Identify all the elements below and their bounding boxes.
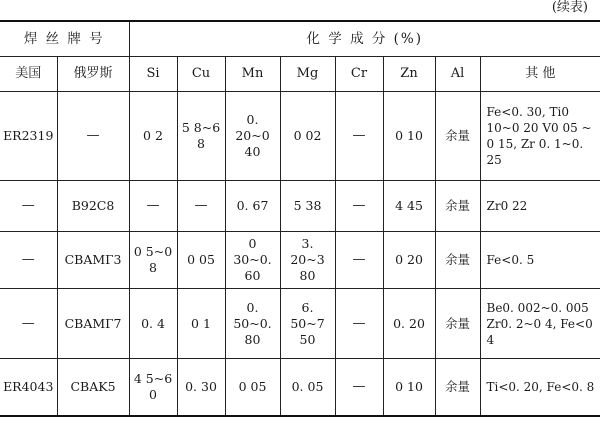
table-row (0, 359, 600, 417)
cell-ru: CBAMГ3 (57, 232, 129, 289)
cell-mn: 0. 67 (225, 181, 280, 232)
col-header-ru: 俄罗斯 (57, 57, 129, 92)
cell-cu: 0 1 (177, 289, 225, 359)
col-header-al: Al (435, 57, 480, 92)
cell-si: 0. 4 (129, 289, 177, 359)
cell-zn: 0 10 (383, 92, 435, 181)
cell-cu: 0 05 (177, 232, 225, 289)
cell-si: 0 5~0 8 (129, 232, 177, 289)
cell-us: — (0, 181, 57, 232)
cell-us: ER4043 (0, 359, 57, 417)
cell-zn: 4 45 (383, 181, 435, 232)
table-row (0, 232, 600, 289)
cell-us: — (0, 232, 57, 289)
cell-ru: CBAMГ7 (57, 289, 129, 359)
col-header-mn: Mn (225, 57, 280, 92)
cell-cr: — (335, 92, 383, 181)
col-header-cu: Cu (177, 57, 225, 92)
cell-al: 余量 (435, 181, 480, 232)
cell-si: 4 5~6 0 (129, 359, 177, 417)
cell-cu: 0. 30 (177, 359, 225, 417)
table-row (0, 289, 600, 359)
table-row (0, 92, 600, 181)
cell-mn: 0. 50~0. 80 (225, 289, 280, 359)
cell-cu: 5 8~6 8 (177, 92, 225, 181)
cell-al: 余量 (435, 92, 480, 181)
cell-al: 余量 (435, 232, 480, 289)
continuation-note: (续表) (551, 0, 588, 15)
col-header-mg: Mg (280, 57, 335, 92)
col-header-cr: Cr (335, 57, 383, 92)
cell-mg: 3. 20~3 80 (280, 232, 335, 289)
composition-group-header: 化 学 成 分 (%) (129, 21, 600, 57)
cell-ru: — (57, 92, 129, 181)
cell-other: Fe<0. 30, Ti0 10~0 20 V0 05 ~ 0 15, Zr 0. 1~0. 25 (480, 92, 600, 181)
cell-us: — (0, 289, 57, 359)
col-header-si: Si (129, 57, 177, 92)
cell-si: — (129, 181, 177, 232)
cell-al: 余量 (435, 359, 480, 417)
cell-other: Ti<0. 20, Fe<0. 8 (480, 359, 600, 417)
cell-si: 0 2 (129, 92, 177, 181)
cell-mg: 6. 50~7 50 (280, 289, 335, 359)
header-column-row (0, 57, 600, 92)
table-row (0, 181, 600, 232)
cell-mn: 0. 20~0 40 (225, 92, 280, 181)
cell-ru: CBAK5 (57, 359, 129, 417)
cell-other: Zr0 22 (480, 181, 600, 232)
col-header-zn: Zn (383, 57, 435, 92)
col-header-us: 美国 (0, 57, 57, 92)
cell-mn: 0 05 (225, 359, 280, 417)
cell-other: Be0. 002~0. 005 Zr0. 2~0 4, Fe<0 4 (480, 289, 600, 359)
header-group-row (0, 21, 600, 57)
grade-group-header: 焊 丝 牌 号 (0, 21, 129, 57)
cell-cr: — (335, 289, 383, 359)
col-header-other: 其 他 (480, 57, 600, 92)
cell-mn: 0 30~0. 60 (225, 232, 280, 289)
cell-cu: — (177, 181, 225, 232)
cell-zn: 0. 20 (383, 289, 435, 359)
cell-us: ER2319 (0, 92, 57, 181)
cell-other: Fe<0. 5 (480, 232, 600, 289)
cell-mg: 5 38 (280, 181, 335, 232)
composition-table (0, 20, 600, 417)
cell-zn: 0 10 (383, 359, 435, 417)
cell-cr: — (335, 359, 383, 417)
cell-mg: 0. 05 (280, 359, 335, 417)
cell-al: 余量 (435, 289, 480, 359)
cell-zn: 0 20 (383, 232, 435, 289)
cell-cr: — (335, 232, 383, 289)
cell-ru: B92C8 (57, 181, 129, 232)
cell-mg: 0 02 (280, 92, 335, 181)
cell-cr: — (335, 181, 383, 232)
